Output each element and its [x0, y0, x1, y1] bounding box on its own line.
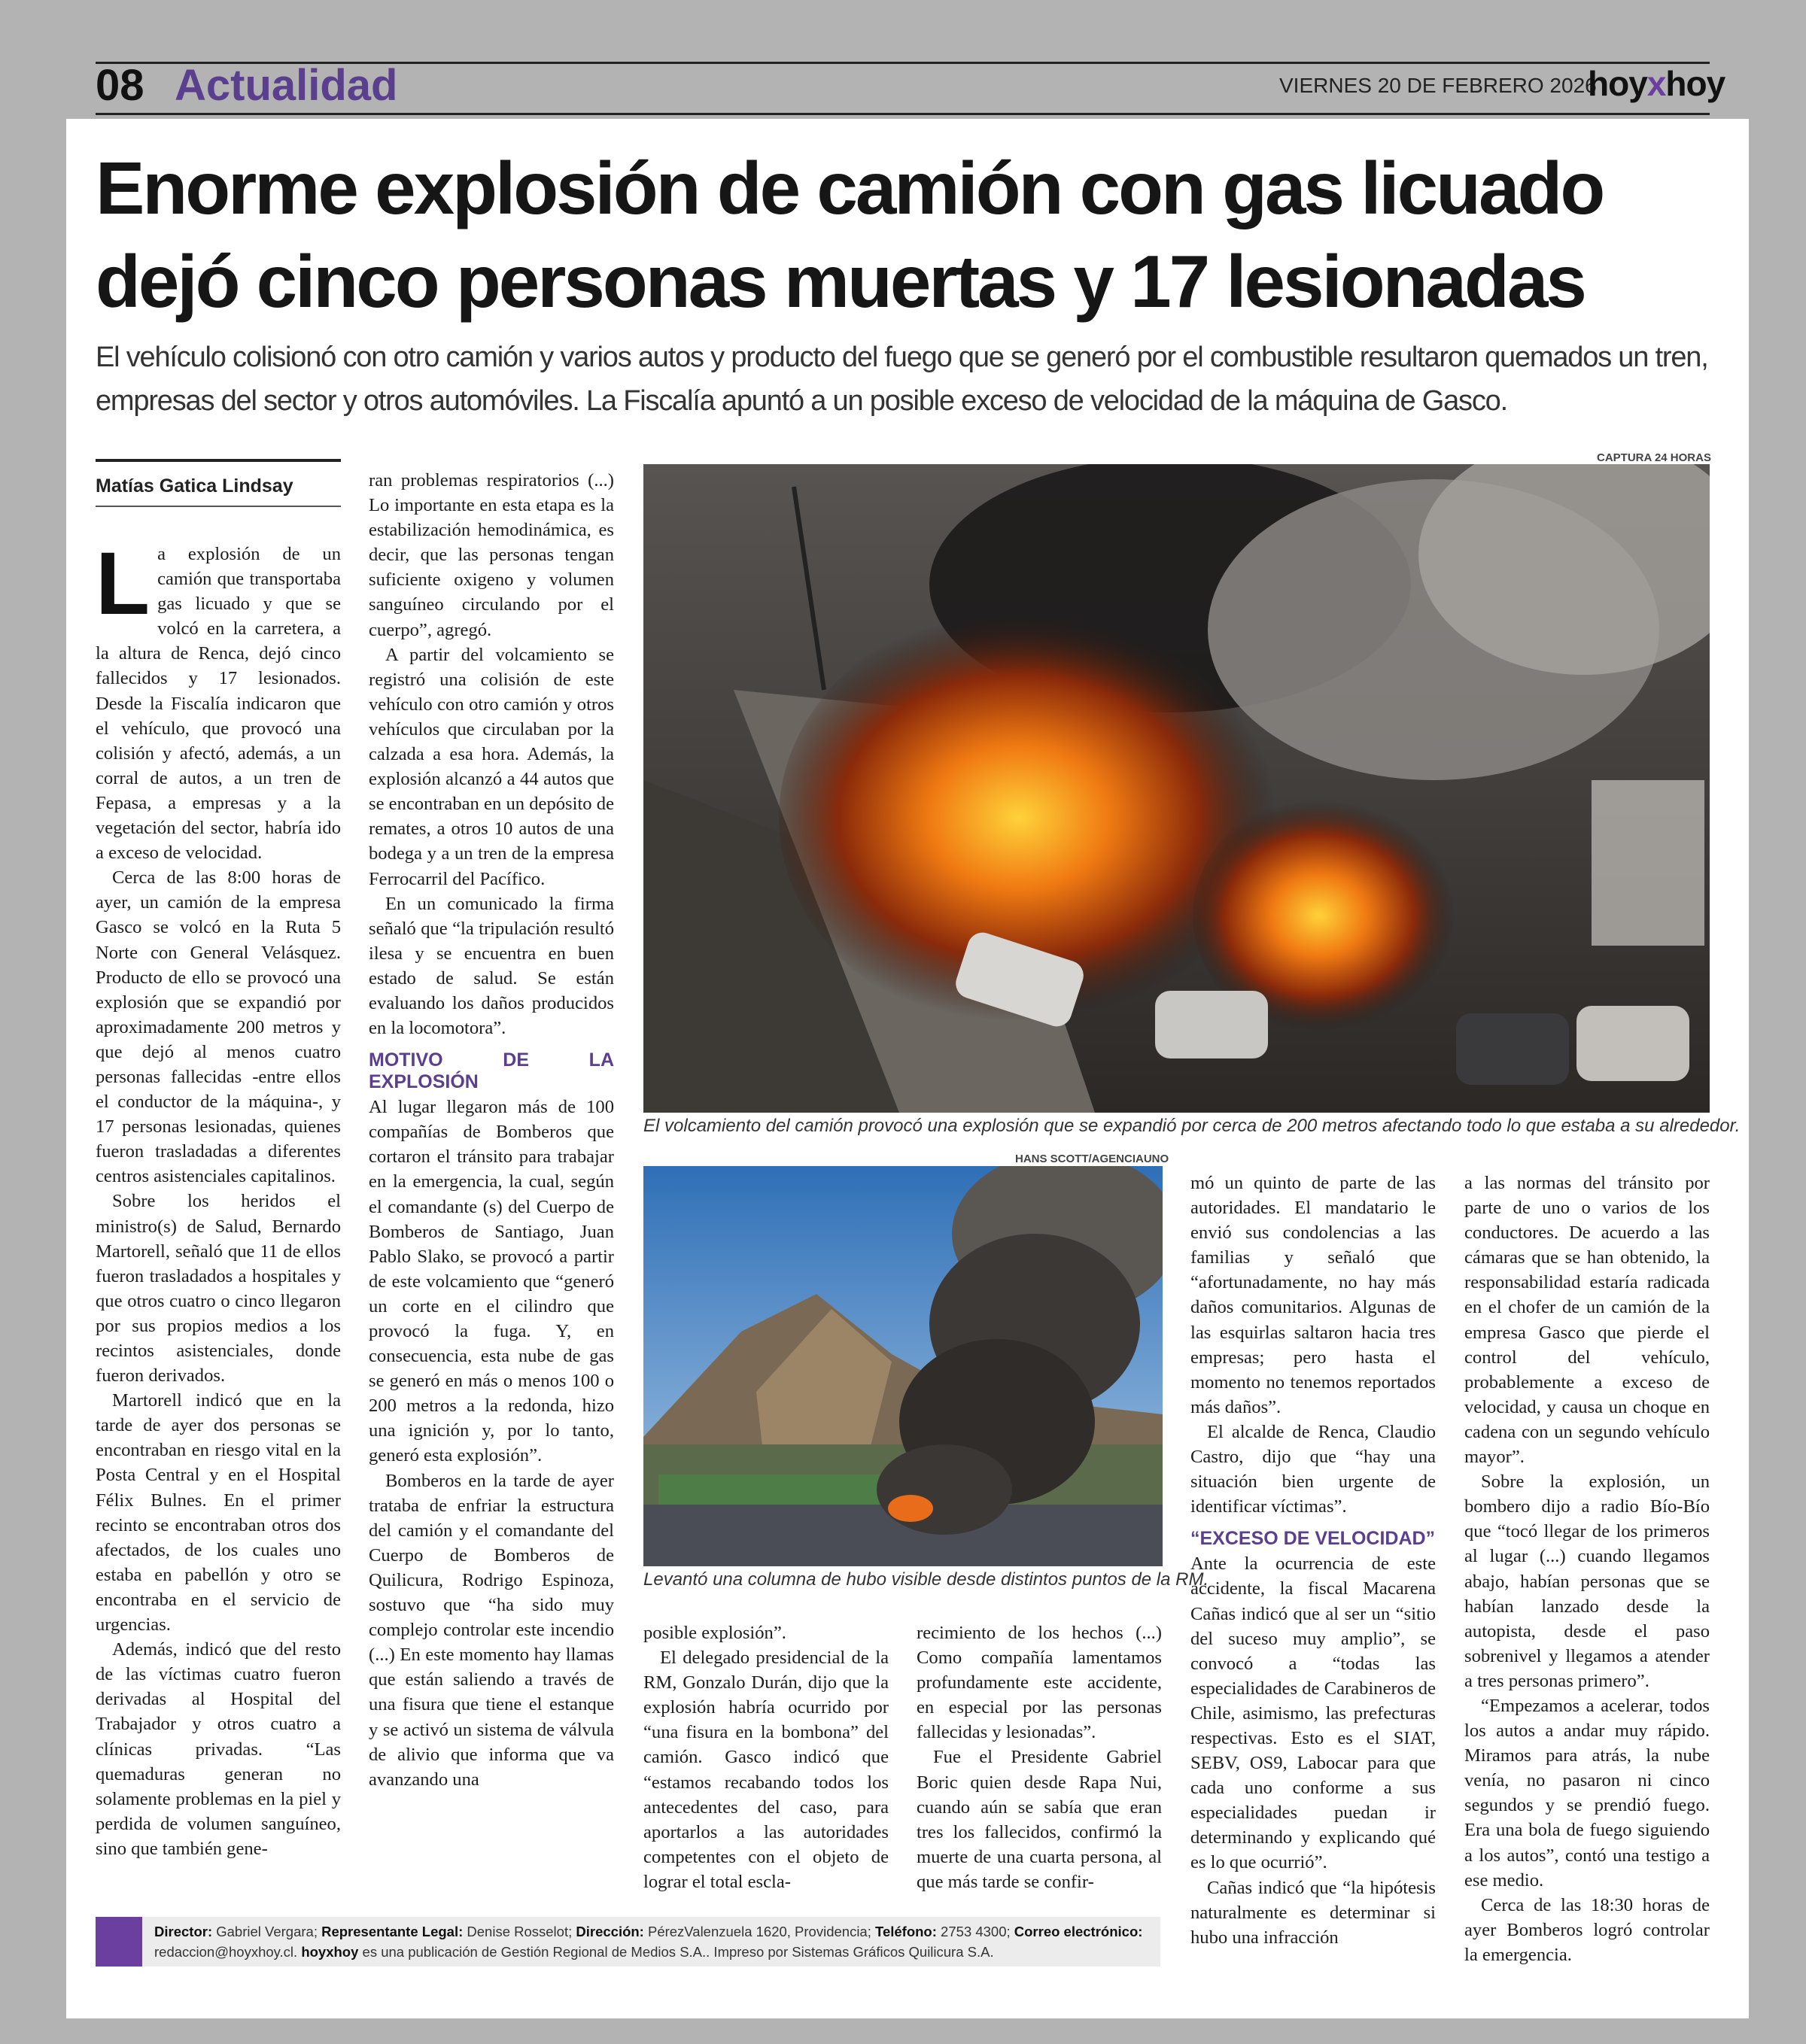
- section-title: Actualidad: [175, 61, 398, 110]
- byline: Matías Gatica Lindsay: [96, 475, 293, 497]
- masthead-footer: [96, 1917, 1160, 1967]
- subhead-exceso: “EXCESO DE VELOCIDAD”: [1190, 1528, 1436, 1550]
- paragraph: Al lugar llegaron más de 100 compañías de Bomberos que cortaron el tránsito para trabajar en la emergencia, la cual, según el comandante (s) del Cuerpo de Bomberos de Santiago, Juan Pablo Slako, se provocó a partir de este volcamiento que “generó un corte en el cilindro que provocó la fuga. Y, en consecuencia, esta nube de gas se generó en más o menos 100 o 200 metros a la redonda, hizo una ignición y, por lo tanto, generó esta explosión”.: [369, 1097, 614, 1466]
- paragraph: ran problemas respiratorios (...) Lo importante en esta etapa es la estabilización hemodinámica, es decir, que las personas tengan suficiente oxigeno y volumen sanguíneo circulando por el cuerpo”, agregó.: [369, 470, 614, 640]
- byline-rule-top: [96, 459, 341, 462]
- paragraph: Sobre los heridos el ministro(s) de Salud, Bernardo Martorell, señaló que 11 de ellos fueron trasladados a hospitales y que otros cuatro o cinco llegaron por sus propios medios a los recintos asistenciales, donde fueron derivados.: [96, 1191, 341, 1386]
- column-2: [369, 468, 614, 1792]
- paragraph: posible explosión”.: [643, 1623, 786, 1643]
- paragraph: Ante la ocurrencia de este accidente, la fiscal Macarena Cañas indicó que al ser un “sitio del suceso muy amplio”, se convocó a “todas las especialidades de Carabineros de Chile, asimismo, las prefecturas respectivas. Esto es el SIAT, SEBV, OS9, Labocar para que cada uno conforme a sus especialidades puedan ir determinando y explicando qué es lo que ocurrió”.: [1190, 1554, 1436, 1873]
- column-4: [917, 1620, 1162, 1894]
- paragraph: Cerca de las 8:00 horas de ayer, un camión de la empresa Gasco se volcó en la Ruta 5 Norte con General Velásquez. Producto de ello se provocó una explosión que se expandió por aproximadamente 200 metros y que dejó al menos cuatro personas fallecidas -entre ellos el conductor de la máquina-, y 17 personas lesionadas, quienes fueron trasladadas a diferentes centros asistenciales capitalinos.: [96, 867, 341, 1187]
- paragraph: Sobre la explosión, un bombero dijo a radio Bío-Bío que “tocó llegar de los primeros al lugar (...) cuando llegamos abajo, habían personas que se habían lanzado desde la autopista, desde el paso sobrenivel y llegamos a atender a tres personas primero”.: [1464, 1471, 1710, 1691]
- header-bottom-rule: [96, 113, 1710, 115]
- brand-logo: [1588, 63, 1725, 104]
- dek: El vehículo colisionó con otro camión y varios autos y producto del fuego que se generó por el combustible resultaron quemados un tren, empresas del sector y otros automóviles. La Fiscalía apuntó a un posible exceso de velocidad de la máquina de Gasco.: [96, 342, 1708, 417]
- photo-caption-second: Levantó una columna de hubo visible desde distintos puntos de la RM.: [643, 1569, 1209, 1590]
- paragraph: recimiento de los hechos (...) Como compañía lamentamos profundamente este accidente, en especial por las personas fallecidas y lesionadas”.: [917, 1623, 1162, 1743]
- brand-right: hoy: [1665, 64, 1725, 103]
- column-6: [1464, 1171, 1710, 1967]
- photo-credit-second: HANS SCOTT/AGENCIAUNO: [1015, 1153, 1169, 1165]
- brand-x: x: [1646, 64, 1666, 103]
- paragraph: En un comunicado la firma señaló que “la tripulación resultó ilesa y se encuentra en buen estado de salud. Se están evaluando los daños producidos en la locomotora”.: [369, 893, 614, 1039]
- column-5: [1190, 1171, 1436, 1950]
- paragraph: Fue el Presidente Gabriel Boric quien desde Rapa Nui, cuando aún se sabía que eran tres los fallecidos, confirmó la muerte de una cuarta persona, al que más tarde se confir-: [917, 1747, 1162, 1892]
- brand-left: hoy: [1588, 64, 1647, 103]
- paragraph: El alcalde de Renca, Claudio Castro, dijo que “hay una situación bien urgente de identificar víctimas”.: [1190, 1421, 1436, 1517]
- paragraph: Cerca de las 18:30 horas de ayer Bomberos logró controlar la emergencia.: [1464, 1894, 1710, 1965]
- paragraph: A partir del volcamiento se registró una colisión de este vehículo con otro camión y otros vehículos que circulaban por la calzada a esa hora. Además, la explosión alcanzó a 44 autos que se encontraban en un depósito de remates, a otros 10 autos de una bodega y a un tren de la empresa Ferrocarril del Pacífico.: [369, 644, 614, 889]
- smoke-column-photo: [643, 1166, 1163, 1566]
- footer-square: [96, 1917, 142, 1967]
- fire-photo: [643, 464, 1710, 1113]
- paragraph: Martorell indicó que en la tarde de ayer dos personas se encontraban en riesgo vital en la Posta Central y en el Hospital Félix Bulnes. En el primer recinto se encontraban otros dos afectados, de los cuales uno estaba en pabellón y otro se encontraba en el servicio de urgencias.: [96, 1390, 341, 1636]
- column-1: [96, 534, 341, 1861]
- lead-text: a explosión de un camión que transportaba gas licuado y que se volcó en la carretera, a la altura de Renca, dejó cinco fallecidos y 17 lesionados. Desde la Fiscalía indicaron que el vehículo, que provocó una colisión y afectó, además, a un corral de autos, a un tren de Fepasa, a empresas y a la vegetación del sector, habría ido a exceso de velocidad.: [96, 544, 341, 864]
- drop-cap: L: [96, 534, 150, 633]
- paragraph: “Empezamos a acelerar, todos los autos a andar muy rápido. Miramos para atrás, la nube venía, no pasaron ni cinco segundos y se prendió fuego. Era una bola de fuego siguiendo a los autos”, contó una testigo a ese medio.: [1464, 1695, 1710, 1891]
- paragraph: Además, indicó que del resto de las víctimas cuatro fueron derivadas al Hospital del Trabajador y otros cuatro a clínicas privadas. “Las quemaduras generan no solamente problemas en la piel y perdida de volumen sanguíneo, sino que también gene-: [96, 1639, 341, 1859]
- masthead-text: Director: Gabriel Vergara; Representante Legal: Denise Rosselot; Dirección: PérezValenzuela 1620, Providencia; Teléfono: 2753 4300; Correo electrónico: redaccion@hoyxhoy.cl. hoyxhoy es una publicación de Gestión Regional de Medios S.A.. Impreso por Sistemas Gráficos Quilicura S.A.: [154, 1924, 1143, 1960]
- paragraph: mó un quinto de parte de las autoridades. El mandatario le envió sus condolencias a las familias y señaló que “afortunadamente, no hay más daños comunitarios. Algunas de las esquirlas saltaron hacia tres empresas; pero hasta el momento no tenemos reportados más daños”.: [1190, 1173, 1436, 1417]
- paragraph: Bomberos en la tarde de ayer trataba de enfriar la estructura del camión y el comandante del Cuerpo de Bomberos de Quilicura, Rodrigo Espinoza, sostuvo que “ha sido muy complejo controlar este incendio (...) En este momento hay llamas que están saliendo a través de una fisura que tiene el estanque y se activó un sistema de válvula de alivio que informa que va avanzando una: [369, 1470, 614, 1790]
- page-number: 08: [96, 61, 144, 110]
- paragraph: a las normas del tránsito por parte de uno o varios de los conductores. De acuerdo a las cámaras que se han obtenido, la responsabilidad estaría radicada en el chofer de un camión de la empresa Gasco que pierde el control del vehículo, probablemente a exceso de velocidad, y causa un choque en cadena con un segundo vehículo mayor”.: [1464, 1173, 1710, 1468]
- byline-rule-bottom: [96, 506, 341, 507]
- paragraph: El delegado presidencial de la RM, Gonzalo Durán, dijo que la explosión habría ocurrido por “una fisura en la bombona” del camión. Gasco indicó que “estamos recabando todos los antecedentes del caso, para aportarlos a las autoridades competentes con el objeto de lograr el total escla-: [643, 1648, 889, 1892]
- subhead-motivo: MOTIVO DE LA EXPLOSIÓN: [369, 1049, 614, 1093]
- paragraph: Cañas indicó que “la hipótesis naturalmente es determinar si hubo una infracción: [1190, 1877, 1436, 1948]
- issue-date: VIERNES 20 DE FEBRERO 2026: [1279, 74, 1597, 97]
- headline: Enorme explosión de camión con gas licuado dejó cinco personas muertas y 17 lesionadas: [96, 147, 1604, 323]
- column-3: [643, 1620, 889, 1894]
- photo-credit-main: CAPTURA 24 HORAS: [1597, 451, 1711, 464]
- photo-caption-main: El volcamiento del camión provocó una explosión que se expandió por cerca de 200 metros afectando todo lo que estaba a su alrededor.: [643, 1116, 1741, 1136]
- lead-paragraph: [96, 534, 341, 865]
